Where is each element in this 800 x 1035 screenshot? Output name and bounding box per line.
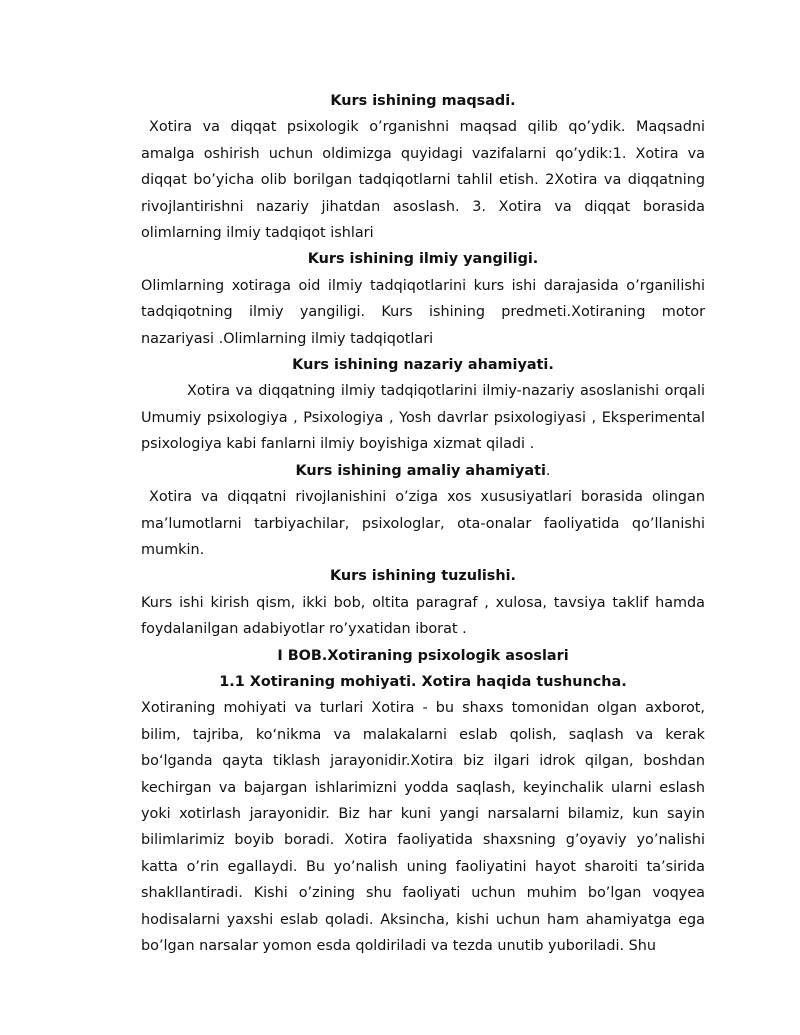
paragraph-maqsad: Xotira va diqqat psixologik o’rganishni maqsad qilib qo’ydik. Maqsadni amalga oshirish uchun oldimizga quyidagi vazifalarni qo’ydik:1. Xotira va diqqat bo’yicha olib borilgan tadqiqotlarni tahlil etish. 2Xotira va diqqatning rivojlantirishni nazariy jihatdan asoslash. 3. Xotira va diqqat borasida olimlarning ilmiy tadqiqot ishlari <box>141 119 705 242</box>
heading-maqsad: Kurs ishining maqsadi. <box>330 93 516 109</box>
heading-chapter: I BOB.Xotiraning psixologik asoslari <box>277 647 569 664</box>
paragraph-tuzilish: Kurs ishi kirish qism, ikki bob, oltita paragraf , xulosa, tavsiya taklif hamda foydalanilgan adabiyotlar ro’yxatidan iborat . <box>141 594 705 638</box>
paragraph-ilmiy-yangilik: Olimlarning xotiraga oid ilmiy tadqiqotlarini kurs ishi darajasida o’rganilishi tadqiqotning ilmiy yangiligi. Kurs ishining predmeti.Xotiraning motor nazariyasi .Olimlarning ilmiy tadqiqotlari <box>141 277 705 347</box>
heading-nazariy-ahamiyat: Kurs ishining nazariy ahamiyati. <box>292 357 554 374</box>
heading-amaliy-ahamiyat <box>141 458 705 484</box>
heading-section: 1.1 Xotiraning mohiyati. Xotira haqida tushuncha. <box>219 673 627 690</box>
paragraph-mohiyat: Xotiraning mohiyati va turlari Xotira - bu shaxs tomonidan olgan axborot, bilim, tajriba, koʻnikma va malakalarni eslab qolish, saqlash va kerak boʻlganda qayta tiklash jarayonidir.Xotira biz ilgari idrok qilgan, boshdan kechirgan va bajargan ishlarimizni yodda saqlash, keyinchalik ularni eslash yoki xotirlash jarayonidir. Biz har kuni yangi narsalarni bilamiz, kun sayin bilimlarimiz boyib boradi. Xotira faoliyatida shaxsning g’oyaviy yo’nalishi katta o’rin egallaydi. Bu yo’nalish uning faoliyatini hayot sharoiti ta’sirida shakllantiradi. Kishi o’zining shu faoliyati uchun muhim bo’lgan voqyea hodisalarni yaxshi eslab qoladi. Aksincha, kishi uchun ham ahamiyatga ega bo’lgan narsalar yomon esda qoldiriladi va tezda unutib yuboriladi. Shu <box>141 700 705 954</box>
heading-amaliy-period: . <box>545 462 551 479</box>
heading-tuzilish: Kurs ishining tuzulishi. <box>329 568 517 585</box>
heading-ilmiy-yangilik: Kurs ishining ilmiy yangiligi. <box>307 251 539 268</box>
paragraph-amaliy-ahamiyat: Xotira va diqqatni rivojlanishini o’ziga xos xususiyatlari borasida olingan ma’lumotlarni tarbiyachilar, psixologlar, ota-onalar faoliyatida qo’llanishi mumkin. <box>141 489 705 558</box>
heading-amaliy-text: Kurs ishining amaliy ahamiyati <box>295 462 546 479</box>
paragraph-nazariy-ahamiyat: Xotira va diqqatning ilmiy tadqiqotlarini ilmiy-nazariy asoslanishi orqali Umumiy psixologiya , Psixologiya , Yosh davrlar psixologiyasi , Eksperimental psixologiya kabi fanlarni ilmiy boyishiga xizmat qiladi . <box>141 383 705 453</box>
document-page <box>141 88 705 959</box>
